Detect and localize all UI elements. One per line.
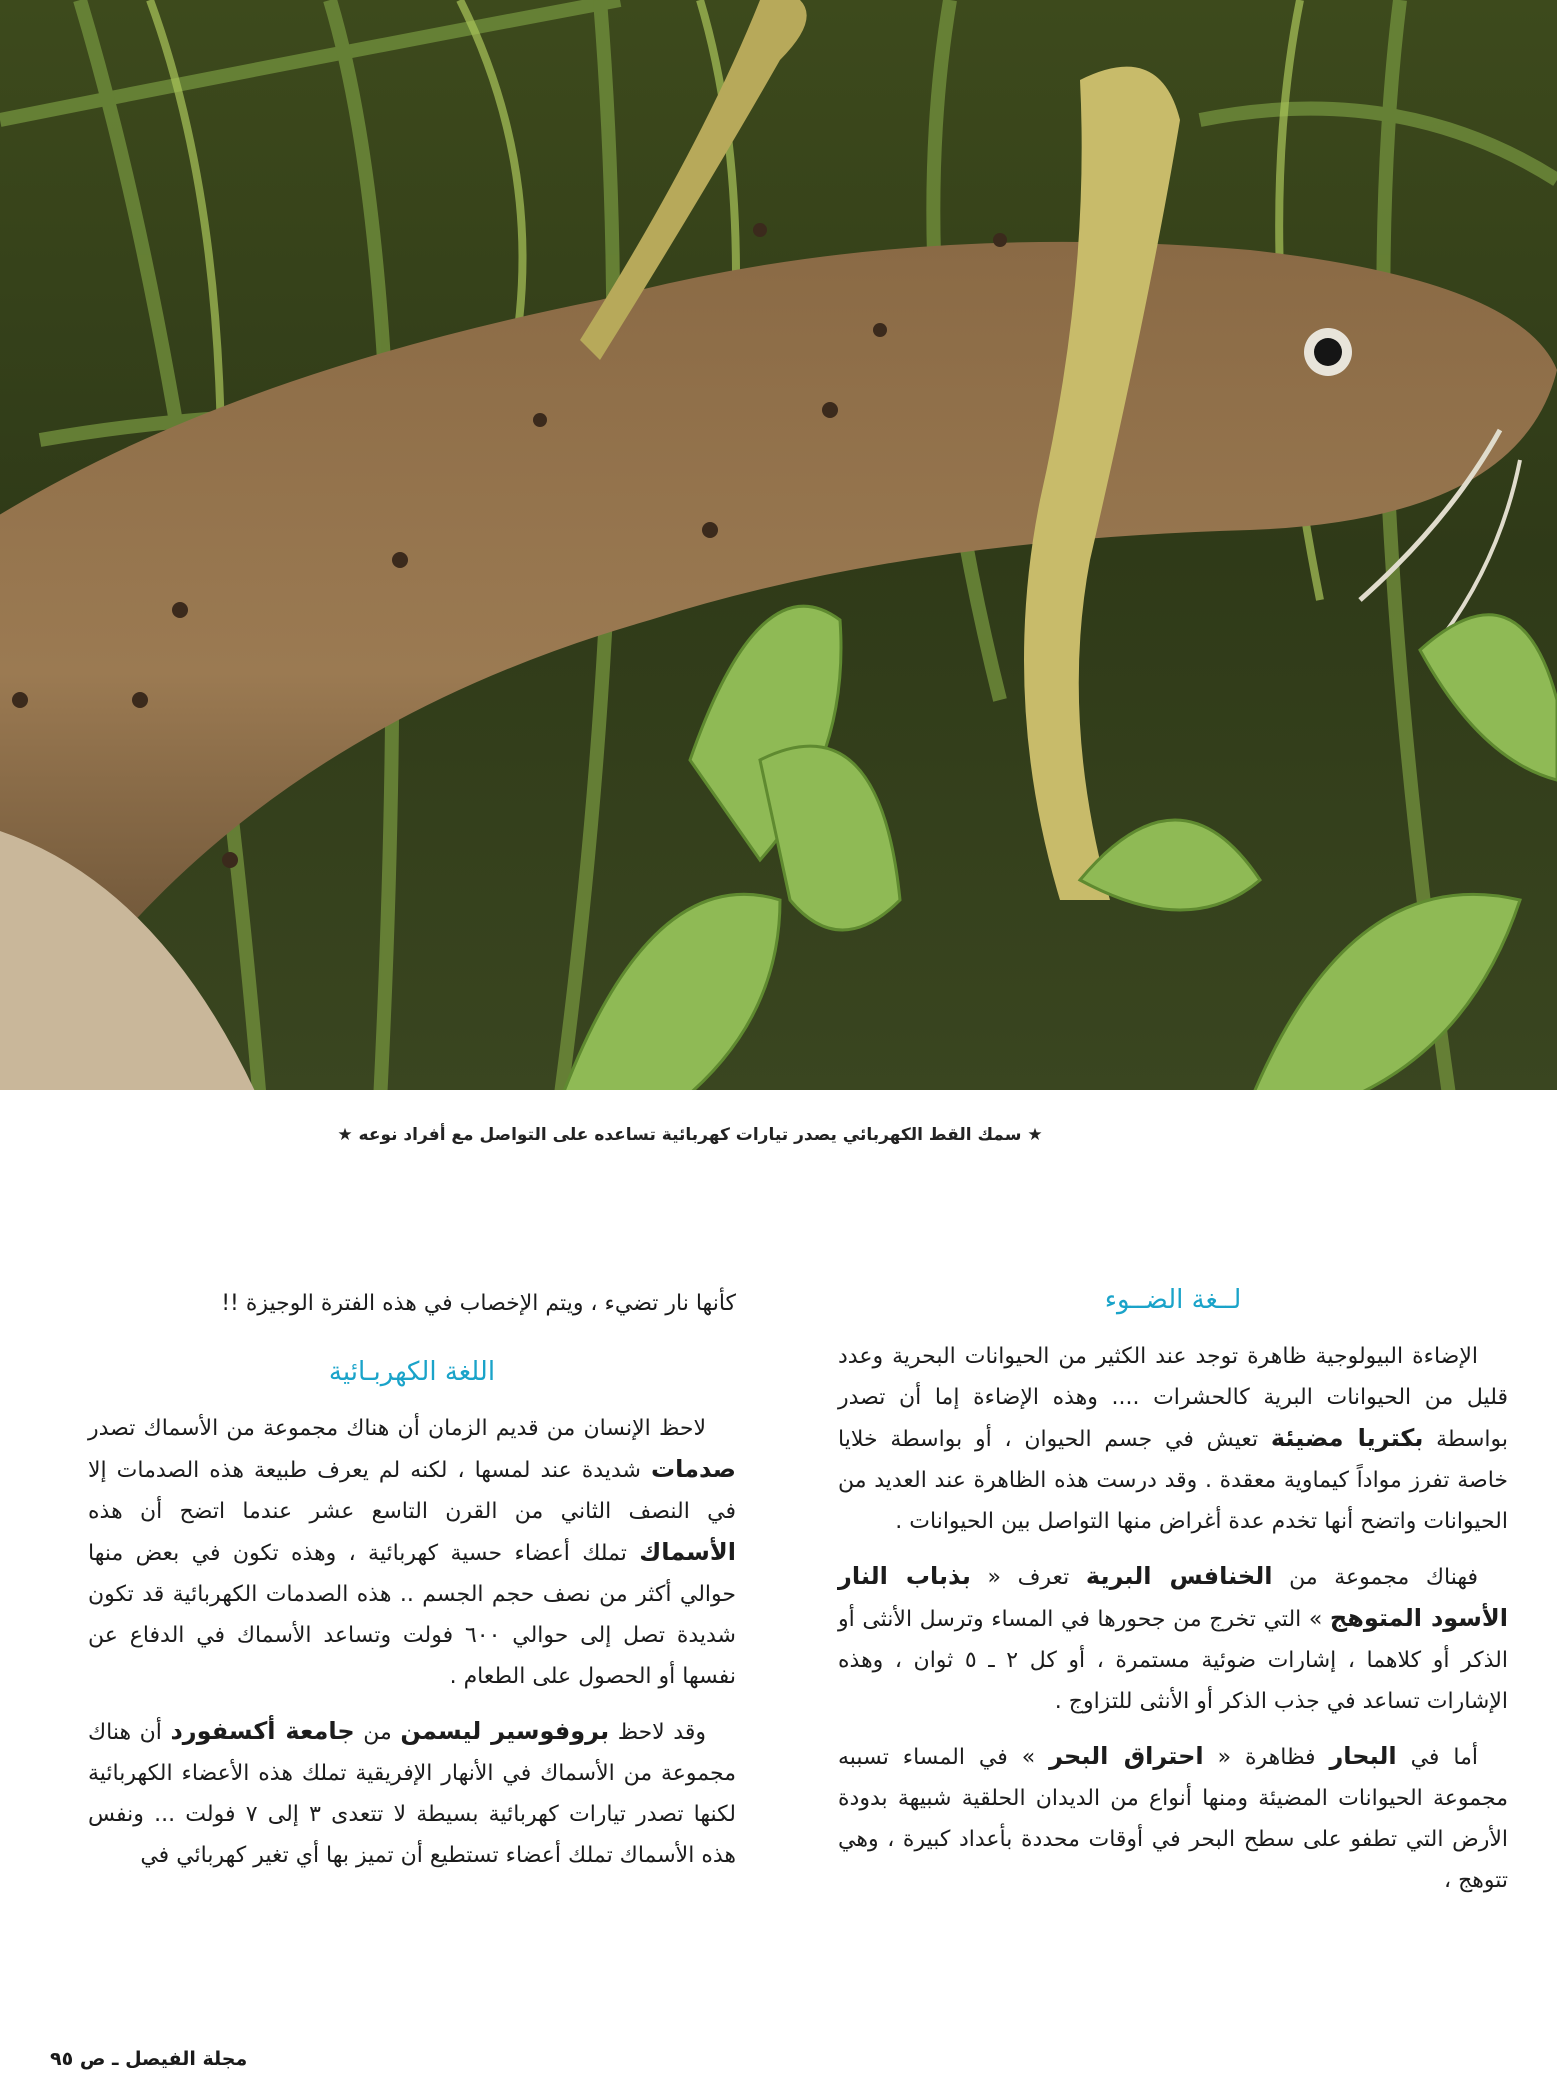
- paragraph: [838, 1556, 1508, 1722]
- text-run: تملك أعضاء حسية كهربائية ، وهذه تكون في بعض منها حوالي أكثر من نصف حجم الجسم .. هذه الصدمات الكهربائية قد تكون شديدة تصل إلى حوالي ٦٠٠ فولت وتساعد الأسماك في الدفاع عن نفسها أو الحصول على الطعام .: [88, 1541, 736, 1689]
- text-run: » التي تخرج من جحورها في المساء وترسل الأنثى أو الذكر أو كلاهما ، إشارات ضوئية مستمرة ، أو كل ٢ ـ ٥ ثوان ، وهذه الإشارات تساعد في جذب الذكر أو الأنثى للتزاوج .: [838, 1607, 1508, 1714]
- text-run: أن هناك مجموعة من الأسماك في الأنهار الإفريقية تملك هذه الأعضاء الكهربائية لكنها تصدر تيارات كهربائية بسيطة لا تتعدى ٣ إلى ٧ فولت ... ونفس هذه الأسماك تملك أعضاء تستطيع أن تميز بها أي تغير كهربائي في: [88, 1720, 736, 1868]
- paragraph-continuation: كأنها نار تضيء ، ويتم الإخصاب في هذه الفترة الوجيزة !!: [221, 1291, 736, 1316]
- text-run: وقد لاحظ: [609, 1720, 706, 1745]
- page-footer: مجلة الفيصل ـ ص ٩٥: [50, 2048, 248, 2070]
- text-run: تعرف «: [970, 1565, 1086, 1590]
- bold-term: الخنافس البرية: [1085, 1562, 1273, 1590]
- bold-term: البحار: [1329, 1742, 1397, 1770]
- photo-caption: ★ سمك القط الكهربائي يصدر تيارات كهربائية تساعده على التواصل مع أفراد نوعه ★: [337, 1125, 1043, 1145]
- bold-term: احتراق البحر: [1049, 1742, 1204, 1770]
- paragraph: [88, 1711, 736, 1876]
- section-heading-electric-language: اللغة الكهربـائية: [328, 1357, 496, 1387]
- bold-term: بذباب النار الأسود المتوهج: [838, 1562, 1509, 1632]
- bold-term: الأسماك: [639, 1538, 736, 1566]
- left-column: [88, 1283, 736, 1890]
- text-run: لاحظ الإنسان من قديم الزمان أن هناك مجموعة من الأسماك تصدر: [88, 1416, 706, 1441]
- bold-term: صدمات: [650, 1455, 736, 1483]
- text-run: تعيش في جسم الحيوان ، أو بواسطة خلايا خاصة تفرز مواداً كيماوية معقدة . وقد درست هذه الظاهرة عند العديد من الحيوانات واتضح أنها تخدم عدة أغراض منها التواصل بين الحيوانات .: [838, 1427, 1508, 1534]
- text-run: أما في: [1396, 1745, 1478, 1770]
- right-column: [838, 1280, 1508, 1915]
- text-run: فهناك مجموعة من: [1272, 1565, 1478, 1590]
- paragraph: [838, 1736, 1508, 1901]
- bold-term: بكتريا مضيئة: [1270, 1424, 1424, 1452]
- text-run: من: [354, 1720, 401, 1745]
- paragraph: [88, 1408, 736, 1697]
- text-run: الإضاءة البيولوجية ظاهرة توجد عند الكثير من الحيوانات البحرية وعدد قليل من الحيوانات البرية كالحشرات .... وهذه الإضاءة إما أن تصدر بواسطة: [838, 1344, 1509, 1452]
- bold-term: جامعة أكسفورد: [170, 1717, 355, 1745]
- text-run: فظاهرة «: [1203, 1745, 1330, 1770]
- paragraph: [838, 1336, 1508, 1542]
- text-run: » في المساء تسببه مجموعة الحيوانات المضيئة ومنها أنواع من الديدان الحلقية شبيهة بدودة الأرض التي تطفو على سطح البحر في أوقات محددة بأعداد كبيرة ، وهي تتوهج ،: [838, 1745, 1508, 1893]
- text-run: شديدة عند لمسها ، لكنه لم يعرف طبيعة هذه الصدمات إلا في النصف الثاني من القرن التاسع عشر عندما اتضح أن هذه: [88, 1458, 736, 1524]
- bold-term: بروفوسير ليسمن: [400, 1717, 610, 1745]
- section-heading-light-language: لــغة الضــوء: [1104, 1285, 1242, 1315]
